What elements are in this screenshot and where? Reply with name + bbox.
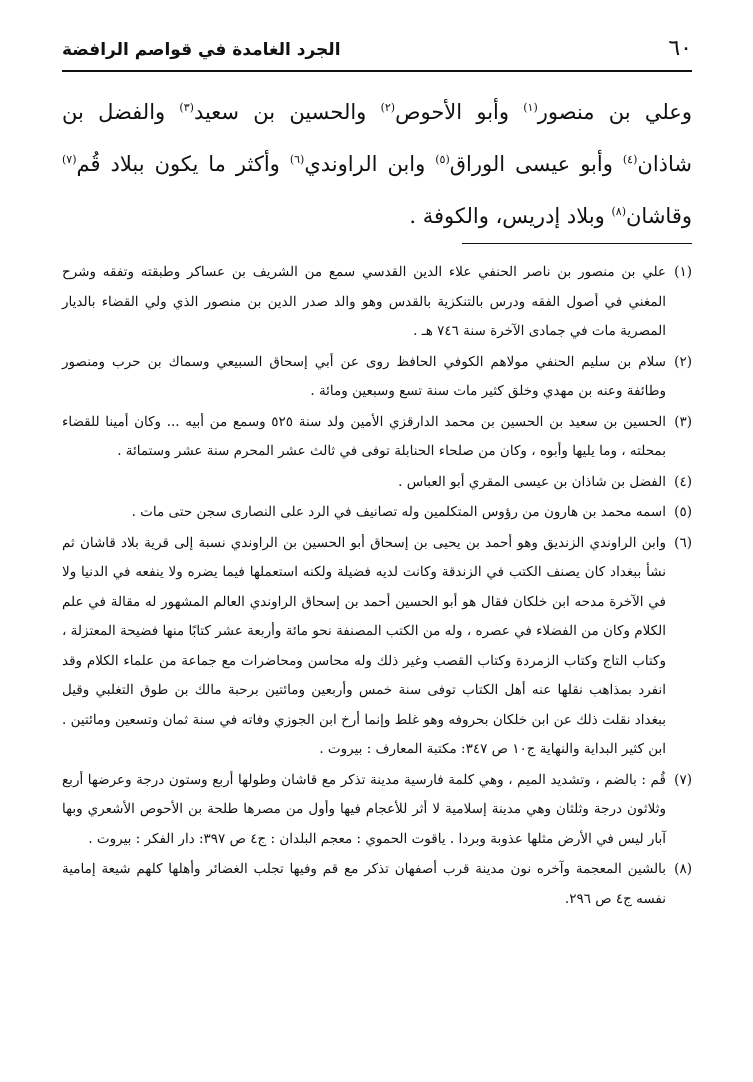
body-text-segment: وابن الراوندي [304,152,436,176]
header-rule [62,70,692,72]
footnote-number: (٧) [674,771,692,788]
footnote [62,468,692,498]
footnote-text: اسمه محمد بن هارون من رؤوس المتكلمين وله تصانيف في الرد على النصارى سجن حتى مات . [131,504,666,520]
body-text-segment: وعلي بن منصور [537,100,692,124]
page-header [62,36,692,70]
footnote-marker: (٢) [380,101,396,114]
footnote [62,529,692,765]
footnote [62,855,692,914]
footnote-marker: (٧) [62,153,77,166]
footnote-marker: (١) [523,101,538,114]
footnote-number: (٣) [674,413,693,430]
body-text-segment: والفضل بن شاذان [62,100,692,176]
footnote-number: (٥) [674,504,692,520]
footnote-number: (٦) [674,534,692,551]
footnote-text: علي بن منصور بن ناصر الحنفي علاء الدين القدسي سمع من الشريف بن عساكر وطبقته وتفقه وشرح المغني في أصول الفقه ودرس بالتنكزية بالقدس وهو والد صدر الدين بن منصور الذي ولي القضاء بالديار المصرية مات في جمادى الآخرة سنة ٧٤٦ هـ . [62,264,666,339]
body-paragraph [62,86,692,242]
body-text-segment: والحسين بن سعيد [193,100,381,124]
footnote-marker: (٥) [435,153,450,166]
footnote-text: بالشين المعجمة وآخره نون مدينة قرب أصفهان تذكر مع قم وفيها تجلب الغضائر وأهلها كلهم شيعة إمامية نفسه ج٤ ص ٢٩٦. [62,861,666,907]
body-text-segment: وأبو عيسى الوراق [449,152,623,176]
footnote [62,498,692,528]
footnote-marker: (٣) [179,101,194,114]
footnote-text: سلام بن سليم الحنفي مولاهم الكوفي الحافظ روى عن أبي إسحاق السبيعي وسماك بن حرب ومنصور وطائفة وعنه بن مهدي وخلق كثير مات سنة تسع وسبعين ومائة . [62,353,666,399]
footnote-marker: (٤) [622,153,638,166]
body-text-segment: وبلاد إدريس، والكوفة . [409,204,612,228]
footnote-text: الفضل بن شاذان بن عيسى المقري أبو العباس . [398,473,666,490]
footnote-marker: (٦) [289,153,305,166]
footnote [62,258,692,347]
page-number: ٦٠ [668,36,692,61]
footnote-marker: (٨) [611,205,626,218]
footnote-number: (٤) [674,473,692,490]
body-text-segment: وأبو الأحوص [395,100,524,124]
footnote [62,408,692,467]
footnote-text: الحسين بن سعيد بن الحسين بن محمد الدارقزي الأمين ولد سنة ٥٢٥ وسمع من أبيه ... وكان أمينا للقضاء بمحلته ، وما يليها وأبوه ، وكان من صلحاء الحنابلة توفى في ثالث عشر المحرم سنة عشر وستمائة . [62,413,667,459]
footnote-number: (٨) [674,861,692,877]
footnote [62,766,692,855]
running-title: الجرد الغامدة في قواصم الرافضة [62,40,341,60]
footnote-text: قُم : بالضم ، وتشديد الميم ، وهي كلمة فارسية مدينة تذكر مع قاشان وطولها أربع وستون درجة وعرضها أربع وثلاثون درجة وثلثان وهي مدينة إسلامية لا أثر للأعجام فيها وأول من مصرها طلحة بن الأحوص الأشعري وبها آبار ليس في الأرض مثلها عذوبة وبردا . ياقوت الحموي : معجم البلدان : ج٤ ص ٣٩٧: دار الفكر : بيروت . [62,771,666,847]
footnote-separator [462,243,692,244]
footnotes-section [62,258,692,915]
body-text-segment: وأكثر ما يكون ببلاد قُم [76,152,290,176]
body-text-segment: وقاشان [626,204,692,228]
footnote-number: (١) [674,264,692,280]
footnote [62,348,692,407]
footnote-text: وابن الراوندي الزنديق وهو أحمد بن يحيى بن إسحاق أبو الحسين بن الراوندي نسبة إلى قرية بلاد قاشان ثم نشأ ببغداد كان يصنف الكتب في الزندقة وكانت لديه فضيلة ولكنه استعملها فيما يضره ولا ينفعه في الدنيا ولا في الآخرة مدحه ابن خلكان فقال هو أبو الحسين أحمد بن إسحاق الراوندي العالم المشهور له مقالة في علم الكلام وكان من الفضلاء في عصره ، وله من الكتب المصنفة نحو مائة وأربعة عشر كتابًا منها فضيحة المعتزلة ، وكتاب التاج وكتاب الزمردة وكتاب القصب وغير ذلك وله محاسن ومحاضرات مع جماعة من علماء الكلام وقد انفرد بمذاهب نقلها عنه أهل الكتاب توفى سنة خمس وأربعين ومائتين برحبة مالك بن طوق التغلبي وقيل ببغداد نقلت ذلك عن ابن خلكان بحروفه وهو غلط وإنما أرخ ابن الجوزي وفاته في سنة ثمان وتسعين ومائتين . ابن كثير البداية والنهاية ج١٠ ص ٣٤٧: مكتبة المعارف : بيروت . [62,534,666,757]
footnote-number: (٢) [674,353,692,370]
